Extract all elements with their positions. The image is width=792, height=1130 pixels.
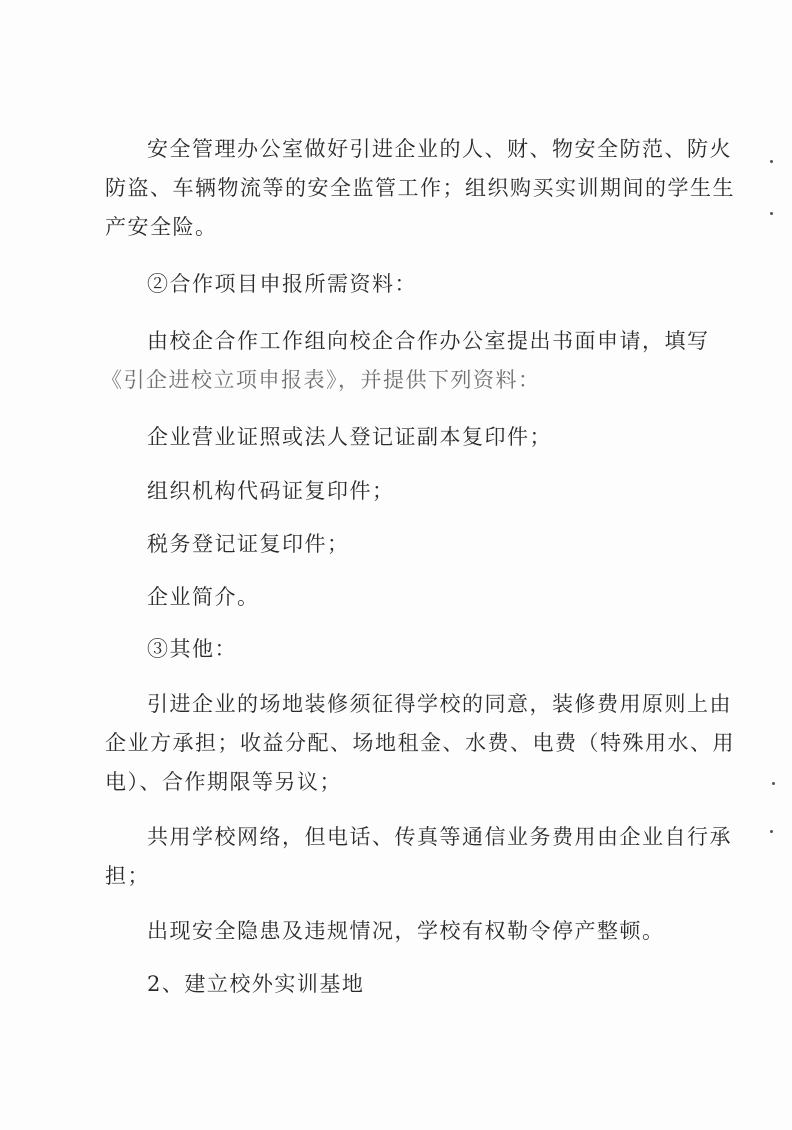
text-line: 企业方承担；收益分配、场地租金、水费、电费（特殊用水、用 <box>105 731 735 755</box>
scan-speck <box>770 830 773 833</box>
text-line: 共用学校网络，但电话、传真等通信业务费用由企业自行承 <box>147 825 732 849</box>
text-line: 企业简介。 <box>147 585 260 609</box>
text-line: 组织机构代码证复印件； <box>147 479 395 503</box>
text-line: 引进企业的场地装修须征得学校的同意，装修费用原则上由 <box>147 692 732 716</box>
text-line: 安全管理办公室做好引进企业的人、财、物安全防范、防火 <box>147 137 732 161</box>
paragraph-network <box>105 818 732 896</box>
text-line: 《引企进校立项申报表》，并提供下列资料： <box>101 368 541 392</box>
text-line: 担； <box>105 864 150 888</box>
paragraph-renovation <box>105 685 735 802</box>
text-line: 企业营业证照或法人登记证副本复印件； <box>147 425 552 449</box>
text-line: 防盗、车辆物流等的安全监管工作；组织购买实训期间的学生生 <box>105 176 735 200</box>
scan-speck <box>770 160 773 163</box>
text-line: 由校企合作工作组向校企合作办公室提出书面申请，填写 <box>147 329 710 353</box>
scan-speck <box>772 782 775 785</box>
text-line: 产安全险。 <box>105 215 218 239</box>
heading-other <box>105 630 695 669</box>
text-line: 税务登记证复印件； <box>147 532 350 556</box>
text-line: 出现安全隐患及违规情况，学校有权勒令停产整顿。 <box>147 919 665 943</box>
paragraph-safety-management <box>105 130 735 247</box>
text-line: 电）、合作期限等另议； <box>105 770 342 794</box>
list-item-business-license <box>105 418 695 457</box>
heading-application-materials <box>105 265 695 304</box>
text-line: 2、建立校外实训基地 <box>147 972 365 996</box>
scan-speck <box>770 212 773 215</box>
text-line: ③其他： <box>147 637 237 661</box>
section-heading-external-training-base <box>105 965 695 1004</box>
list-item-tax-registration <box>105 525 695 564</box>
list-item-company-profile <box>105 578 695 617</box>
text-line: ②合作项目申报所需资料： <box>147 272 417 296</box>
paragraph-application <box>101 322 710 400</box>
paragraph-safety-hazards <box>105 912 695 951</box>
list-item-organization-code <box>105 472 695 511</box>
